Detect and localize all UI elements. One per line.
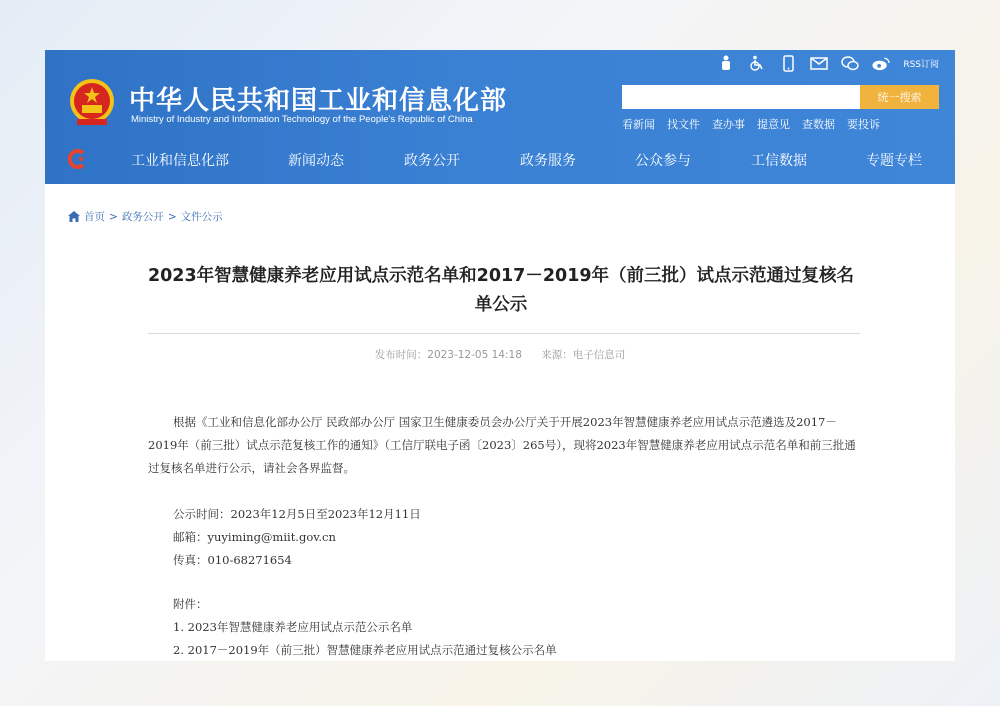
nav-item-news[interactable]: 新闻动态 (288, 153, 344, 169)
contact-fax: 传真：010-68271654 (173, 553, 292, 567)
browser-page (45, 50, 955, 661)
publish-time: 发布时间：2023-12-05 14:18 (374, 349, 522, 361)
search-input[interactable] (622, 85, 860, 109)
breadcrumb-separator: > (109, 210, 118, 223)
article-body (148, 411, 860, 480)
breadcrumb (68, 209, 223, 224)
main-nav (45, 146, 955, 172)
nav-item-gov-affairs[interactable]: 政务公开 (404, 153, 460, 169)
breadcrumb-gov-affairs[interactable]: 政务公开 (121, 211, 164, 223)
article-meta (45, 347, 955, 362)
miit-logo-icon[interactable] (67, 149, 89, 169)
notice-period: 公示时间：2023年12月5日至2023年12月11日 (173, 507, 421, 521)
quick-link-feedback[interactable]: 提意见 (757, 118, 790, 131)
attachments-label: 附件： (173, 597, 208, 611)
wheelchair-icon[interactable] (748, 54, 766, 72)
attachment-link[interactable]: 1. 2023年智慧健康养老应用试点示范公示名单 (173, 620, 413, 634)
quick-link-data[interactable]: 查数据 (802, 118, 835, 131)
quick-link-services[interactable]: 查办事 (712, 118, 745, 131)
article-title: 2023年智慧健康养老应用试点示范名单和2017－2019年（前三批）试点示范通过复核名单公示 (147, 266, 855, 315)
mobile-icon[interactable] (779, 54, 797, 72)
nav-item-topics[interactable]: 专题专栏 (866, 153, 922, 169)
site-header (45, 50, 955, 184)
breadcrumb-separator: > (167, 210, 177, 223)
utility-toolbar (717, 54, 939, 72)
site-subtitle: Ministry of Industry and Information Technology of the People's Republic of China (131, 114, 473, 125)
nav-item-miit[interactable]: 工业和信息化部 (131, 153, 229, 169)
quick-link-complaint[interactable]: 要投诉 (847, 118, 880, 131)
rss-link[interactable]: RSS订阅 (903, 59, 939, 70)
attachment-link[interactable]: 2. 2017－2019年（前三批）智慧健康养老应用试点示范通过复核公示名单 (173, 643, 557, 657)
breadcrumb-home[interactable]: 首页 (84, 211, 105, 223)
accessibility-icon[interactable] (717, 54, 735, 72)
breadcrumb-file-notice[interactable]: 文件公示 (180, 211, 223, 223)
weibo-icon[interactable] (872, 54, 890, 72)
article-source: 来源：电子信息司 (541, 349, 626, 361)
article-paragraph: 根据《工业和信息化部办公厅 民政部办公厅 国家卫生健康委员会办公厅关于开展2023年智慧健康养老应用试点示范遴选及2017－2019年（前三批）试点示范复核工作的通知》（工信厅联电子函〔2023〕265号），现将2023年智慧健康养老应用试点示范名单和前三批通过复核名单进行公示，请社会各界监督。 (148, 415, 856, 475)
mail-icon[interactable] (810, 54, 828, 72)
title-divider (148, 333, 860, 334)
home-icon (68, 211, 80, 222)
wechat-icon[interactable] (841, 54, 859, 72)
nav-item-services[interactable]: 政务服务 (520, 153, 576, 169)
attachments (173, 593, 557, 661)
contact-info (173, 503, 421, 572)
site-title: 中华人民共和国工业和信息化部 (129, 86, 508, 116)
contact-email: 邮箱：yuyiming@miit.gov.cn (173, 530, 336, 544)
national-emblem-icon (67, 77, 117, 129)
nav-item-participation[interactable]: 公众参与 (635, 153, 691, 169)
quick-links (622, 116, 880, 132)
quick-link-files[interactable]: 找文件 (667, 118, 700, 131)
quick-link-news[interactable]: 看新闻 (622, 118, 655, 131)
nav-item-data[interactable]: 工信数据 (751, 153, 807, 169)
search-button[interactable]: 统一搜索 (860, 85, 939, 109)
